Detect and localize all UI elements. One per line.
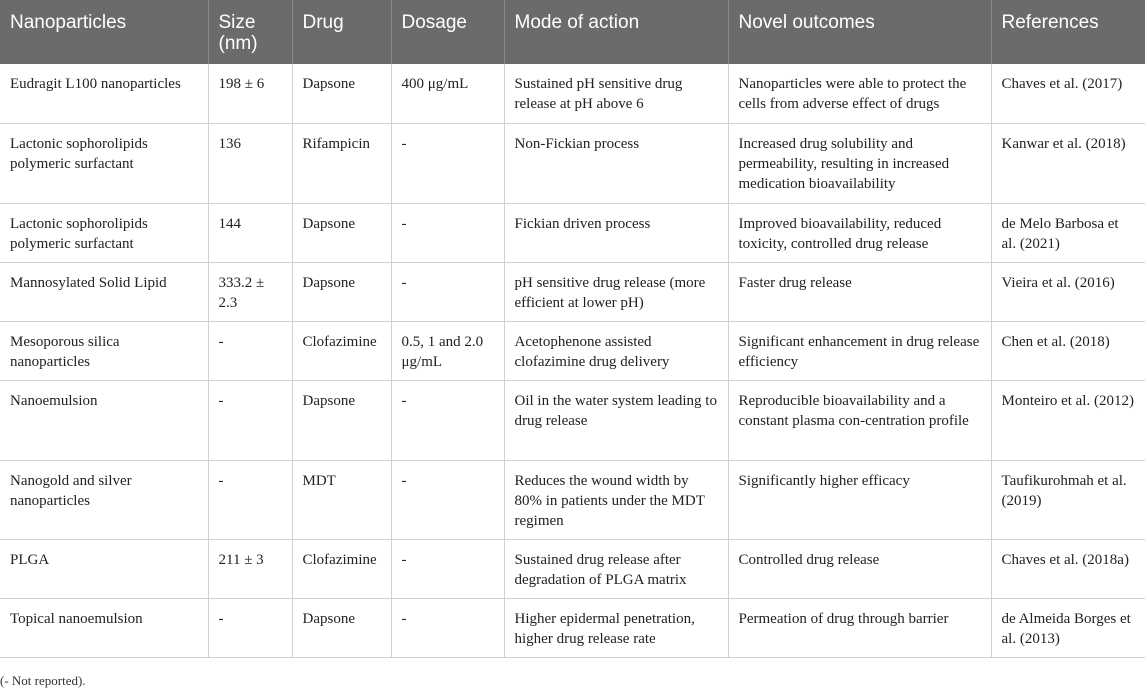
table-row xyxy=(0,64,1145,123)
table-footnote: (- Not reported). xyxy=(0,673,86,688)
cell-drug: Dapsone xyxy=(292,64,391,123)
cell-nanoparticles: Eudragit L100 nanoparticles xyxy=(0,64,208,123)
table-row xyxy=(0,203,1145,262)
cell-references: de Melo Barbosa et al. (2021) xyxy=(991,203,1145,262)
cell-dosage: - xyxy=(391,123,504,203)
cell-nanoparticles: Nanogold and silver nanoparticles xyxy=(0,460,208,539)
cell-novel-outcomes: Faster drug release xyxy=(728,262,991,321)
cell-references: Monteiro et al. (2012) xyxy=(991,380,1145,460)
cell-novel-outcomes: Controlled drug release xyxy=(728,539,991,598)
header-row xyxy=(0,0,1145,64)
cell-novel-outcomes: Significant enhancement in drug release efficiency xyxy=(728,321,991,380)
table-row xyxy=(0,321,1145,380)
cell-references: Chaves et al. (2018a) xyxy=(991,539,1145,598)
cell-mode-of-action: Reduces the wound width by 80% in patients under the MDT regimen xyxy=(504,460,728,539)
cell-mode-of-action: Sustained drug release after degradation of PLGA matrix xyxy=(504,539,728,598)
cell-nanoparticles: Lactonic sophorolipids polymeric surfactant xyxy=(0,123,208,203)
cell-mode-of-action: Sustained pH sensitive drug release at pH above 6 xyxy=(504,64,728,123)
table-row xyxy=(0,539,1145,598)
header-drug: Drug xyxy=(292,0,391,64)
cell-novel-outcomes: Significantly higher efficacy xyxy=(728,460,991,539)
cell-dosage: - xyxy=(391,539,504,598)
cell-nanoparticles: PLGA xyxy=(0,539,208,598)
table-row xyxy=(0,460,1145,539)
cell-novel-outcomes: Reproducible bioavailability and a constant plasma con-centration profile xyxy=(728,380,991,460)
cell-drug: Clofazimine xyxy=(292,539,391,598)
cell-references: Kanwar et al. (2018) xyxy=(991,123,1145,203)
cell-nanoparticles: Topical nanoemulsion xyxy=(0,598,208,657)
cell-mode-of-action: Non-Fickian process xyxy=(504,123,728,203)
cell-references: Chaves et al. (2017) xyxy=(991,64,1145,123)
header-novel-outcomes: Novel outcomes xyxy=(728,0,991,64)
cell-references: Chen et al. (2018) xyxy=(991,321,1145,380)
table-row xyxy=(0,598,1145,657)
header-mode-of-action: Mode of action xyxy=(504,0,728,64)
cell-size: - xyxy=(208,598,292,657)
cell-drug: Dapsone xyxy=(292,203,391,262)
header-dosage: Dosage xyxy=(391,0,504,64)
cell-drug: Dapsone xyxy=(292,380,391,460)
cell-novel-outcomes: Increased drug solubility and permeability, resulting in increased medication bioavailability xyxy=(728,123,991,203)
cell-mode-of-action: Fickian driven process xyxy=(504,203,728,262)
cell-nanoparticles: Mannosylated Solid Lipid xyxy=(0,262,208,321)
cell-dosage: - xyxy=(391,262,504,321)
cell-drug: Dapsone xyxy=(292,598,391,657)
cell-novel-outcomes: Improved bioavailability, reduced toxicity, controlled drug release xyxy=(728,203,991,262)
cell-size: 333.2 ± 2.3 xyxy=(208,262,292,321)
cell-drug: Rifampicin xyxy=(292,123,391,203)
cell-novel-outcomes: Permeation of drug through barrier xyxy=(728,598,991,657)
cell-mode-of-action: Oil in the water system leading to drug release xyxy=(504,380,728,460)
header-size: Size (nm) xyxy=(208,0,292,64)
cell-dosage: - xyxy=(391,203,504,262)
cell-drug: MDT xyxy=(292,460,391,539)
cell-drug: Clofazimine xyxy=(292,321,391,380)
header-references: References xyxy=(991,0,1145,64)
cell-references: de Almeida Borges et al. (2013) xyxy=(991,598,1145,657)
cell-references: Vieira et al. (2016) xyxy=(991,262,1145,321)
cell-nanoparticles: Nanoemulsion xyxy=(0,380,208,460)
cell-nanoparticles: Mesoporous silica nanoparticles xyxy=(0,321,208,380)
cell-size: 136 xyxy=(208,123,292,203)
table-row xyxy=(0,262,1145,321)
table-row xyxy=(0,123,1145,203)
cell-size: - xyxy=(208,460,292,539)
cell-size: 144 xyxy=(208,203,292,262)
cell-dosage: 400 μg/mL xyxy=(391,64,504,123)
cell-novel-outcomes: Nanoparticles were able to protect the cells from adverse effect of drugs xyxy=(728,64,991,123)
cell-size: 198 ± 6 xyxy=(208,64,292,123)
cell-dosage: - xyxy=(391,598,504,657)
cell-dosage: - xyxy=(391,380,504,460)
cell-size: - xyxy=(208,380,292,460)
cell-mode-of-action: Acetophenone assisted clofazimine drug delivery xyxy=(504,321,728,380)
table-row xyxy=(0,380,1145,460)
cell-size: 211 ± 3 xyxy=(208,539,292,598)
header-nanoparticles: Nanoparticles xyxy=(0,0,208,64)
cell-dosage: - xyxy=(391,460,504,539)
cell-references: Taufikurohmah et al. (2019) xyxy=(991,460,1145,539)
cell-drug: Dapsone xyxy=(292,262,391,321)
cell-mode-of-action: Higher epidermal penetration, higher drug release rate xyxy=(504,598,728,657)
cell-nanoparticles: Lactonic sophorolipids polymeric surfactant xyxy=(0,203,208,262)
cell-size: - xyxy=(208,321,292,380)
cell-dosage: 0.5, 1 and 2.0 μg/mL xyxy=(391,321,504,380)
cell-mode-of-action: pH sensitive drug release (more efficient at lower pH) xyxy=(504,262,728,321)
